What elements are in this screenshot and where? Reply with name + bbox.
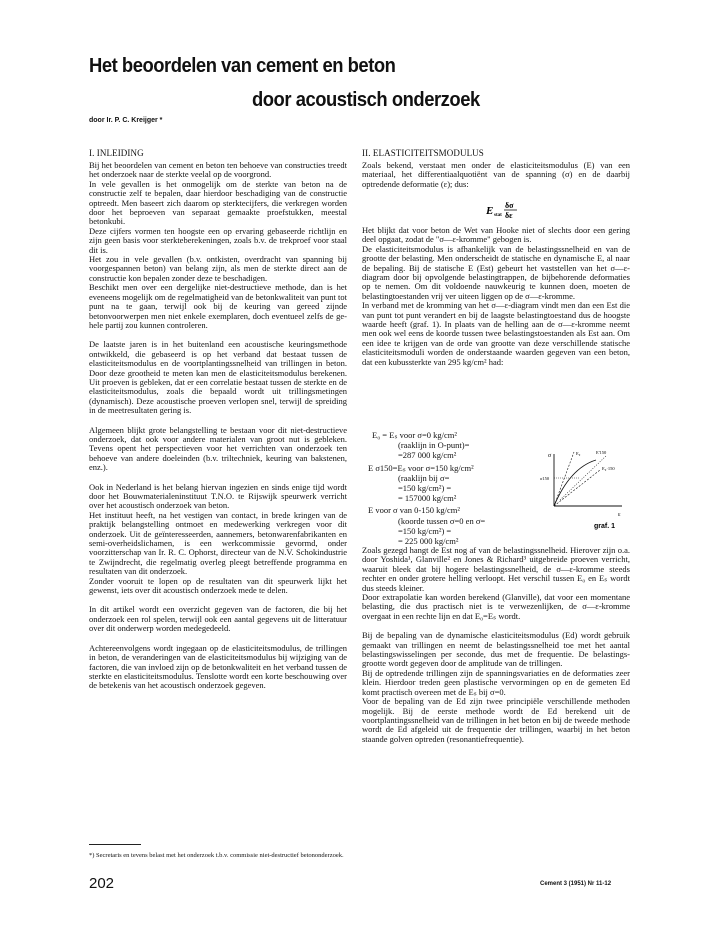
svg-text:δσ: δσ (505, 201, 514, 210)
paragraph: Deze cijfers vormen ten hoogste een op ervaring gebaseerde richtlijn en zijn geen basis voor sterkteberekeningen, zoals b.v. de trekproef voor staal dit is. (89, 225, 347, 255)
curve-label: E₀ (576, 451, 581, 456)
stress-strain-graph (540, 446, 635, 536)
paragraph: De laatste jaren is in het buitenland een acoustische keuringsmethode ontwikkeld, die gebaseerd is op het verband dat bestaat tussen de elasticiteitsmodulus en de voortplantingssnelheid van trillingen in beton. Door deze grootheid te meten kan men de elasticiteitsmodulus berekenen. Uit proeven is gebleken, dat er een correlatie bestaat tussen de sterkte en de elasticiteitsmodulus, zoals die bepaald wordt uit trillingsmetingen (dynamisch). Deze acoustische proeven verlopen snel, terwijl de spreiding in de meetresultaten gering is. (89, 339, 347, 416)
equation: = 225 000 kg/cm² (398, 536, 459, 547)
footnote: *) Secretaris en tevens belast met het onderzoek t.b.v. commissie niet-destructief betononderzoek. (89, 852, 344, 859)
section-heading-elasticiteitsmodulus: II. ELASTICITEITSMODULUS (362, 148, 484, 158)
right-body-1 (362, 226, 630, 367)
right-intro: Zoals bekend, verstaat men onder de elasticiteitsmodulus (E) van een materiaal, het differentiaalquotiënt van de spanning (σ) en de daarbij optredende deformatie (ε); dus: (362, 160, 630, 189)
paragraph: De elasticiteitsmodulus is afhankelijk van de belastingssnelheid en van de grootte der belasting. Men onderscheidt de statische en dynamische E, al naar de bepaling. Bij de statische E (Est) gebeurt het vaststellen van het σ—ε-diagram door bij opvolgende belastingtrappen, de bijbehorende deformaties op te nemen. Om dit voldoende nauwkeurig te kunnen doen, moeten de belastingtoestanden vrij ver uiteen liggen op de σ—ε-kromme. (362, 243, 630, 301)
paragraph: Zonder vooruit te lopen op de resultaten van dit speurwerk lijkt het gewenst, iets over dit acoustisch onderzoek mede te delen. (89, 575, 347, 596)
right-body-2 (362, 546, 630, 744)
paragraph: Het blijkt dat voor beton de Wet van Hooke niet of slechts door een gering deel opgaat, zodat de "σ—ε-kromme" gebogen is. (362, 225, 630, 245)
equation: = 157000 kg/cm² (398, 493, 457, 504)
footnote-rule (89, 844, 141, 845)
equation: =287 000 kg/cm² (398, 450, 457, 461)
paragraph: Het instituut heeft, na het vestigen van contact, in brede kringen van de praktijk belangstelling ontmoet en medewerking verkregen voor dit onderzoek. Uit de geïnteresseerden, aannemers, betonwarenfabrikanten en semi-overheidslichamen, is een werkcommissie gevormd, onder voorzitterschap van Ir. R. C. Ophorst, directeur van de N.V. Schokindustrie te Zwijndrecht, die regelmatig overleg pleegt betreffende programma en resultaten van dit onderzoek. (89, 509, 347, 577)
title-line-1: Het beoordelen van cement en beton (89, 55, 396, 77)
equation: (raaklijn bij σ= (398, 472, 450, 483)
title-line-2: door acoustisch onderzoek (252, 89, 480, 111)
equation: =150 kg/cm²) = (398, 483, 452, 494)
tangent-origin-line (554, 452, 574, 506)
svg-text:δε: δε (505, 211, 513, 220)
page-number: 202 (89, 875, 115, 892)
equation: (koorde tussen σ=0 en σ= (398, 515, 486, 526)
stress-strain-curve (554, 460, 596, 506)
section-heading-inleiding: I. INLEIDING (89, 148, 144, 158)
elasticity-formula (486, 199, 526, 221)
paragraph: Bij de optredende trillingen zijn de spanningsvariaties en de deformaties zeer klein. Hierdoor treden geen plastische vervormingen op en de gemeten Ed komt practisch overeen met de Eₛ bij σ=0. (362, 667, 630, 697)
equation: E₀ = Eₛ voor σ=0 kg/cm² (372, 430, 457, 440)
graph-caption: graf. 1 (594, 523, 616, 530)
paragraph: In vele gevallen is het onmogelijk om de sterkte van beton na de constructie zelf te bepalen, daar hierdoor beschadiging van de constructie optreedt. Men baseert zich daarom op sterktecijfers, die verkregen worden door het beproeven van separaat gemaakte proefstukken, meestal betonkubi. (89, 178, 347, 227)
paragraph: Het zou in vele gevallen (b.v. ontkisten, overdracht van spanning bij voorgespannen beton) van belang zijn, als men de sterkte direct aan de constructie kon bepalen zonder deze te beschadigen. (89, 254, 347, 283)
paragraph: Zoals gezegd hangt de Est nog af van de belastingssnelheid. Hierover zijn o.a. door Yoshida¹, Glanville² en Jones & Richard³ uitgebreide proeven verricht, waaruit bleek dat bij hogere belastingssnelheid, de σ—ε-kromme steeds rechter en onder grotere helling verloopt. Het verschil tussen E₀ en Eₛ wordt dus steeds kleiner. (362, 545, 630, 593)
curve-label: E'150 (596, 450, 607, 455)
journal-reference: Cement 3 (1951) Nr 11-12 (540, 881, 612, 887)
paragraph: Achtereenvolgens wordt ingegaan op de elasticiteitsmodulus, de trillingen in beton, de veranderingen van de elasticiteitsmodulus bij wijziging van de factoren, die van invloed zijn op de betonkwaliteit en het verband tussen de sterkte en elasticiteitsmodulus. Tenslotte wordt een korte beschouwing over de betekenis van het acoustisch onderzoek gegeven. (89, 642, 347, 691)
paragraph: Voor de bepaling van de Ed zijn twee principiële verschillende methoden mogelijk. Bij de eerste methode wordt de Ed berekend uit de voortplantingssnelheid van de trillingen in het beton en bij de tweede methode wordt de Ed afgeleid uit de frequentie der trillingen, waarbij in het beton staande golven optreden (resonantiefrequentie). (362, 696, 630, 744)
paragraph: Beschikt men over een dergelijke niet-destructieve methode, dan is het eveneens mogelijk om de regelmatigheid van de betonkwaliteit van punt tot punt na te gaan, terwijl ook bij de keuring van gereed zijnde betonvoorwerpen men niet enkele exemplaren, doch eventueel zelfs de gehele partij zou kunnen controleren. (89, 282, 347, 330)
paragraph: Door extrapolatie kan worden berekend (Glanville), dat voor een momentane belasting, die dus practisch niet is te verwezenlijken, de σ—ε-kromme overgaat in een rechte lijn en dat E₀=Eₛ wordt. (362, 592, 630, 621)
left-column (89, 161, 347, 691)
svg-text:E: E (486, 205, 494, 217)
curve-label: σ150 (540, 476, 550, 481)
paragraph: Bij de bepaling van de dynamische elasticiteitsmodulus (Ed) wordt gebruik gemaakt van trillingen en neemt de belastingssnelheid toe met het aantal belastingswisselingen per seconde, dus met de frequentie. De belastingsgrootte wordt gegeven door de amplitude van de trillingen. (362, 630, 630, 669)
equation: =150 kg/cm²) = (398, 525, 452, 536)
svg-text:stat: stat (494, 213, 502, 218)
paragraph: Bij het beoordelen van cement en beton ten behoeve van constructies treedt het onderzoek naar de sterkte veelal op de voorgrond. (89, 160, 347, 180)
paragraph: Algemeen blijkt grote belangstelling te bestaan voor dit niet-destructieve onderzoek, dat ook voor andere materialen van groot nut is gebleken. Tevens opent het perspectieven voor het verrichten van onderzoek ten behoeve van andere doeleinden (b.v. triltechniek, keuring van bakstenen, enz.). (89, 424, 347, 473)
equation: (raaklijn in O-punt)= (398, 440, 470, 451)
equation: E σ150=Eₛ voor σ=150 kg/cm² (368, 462, 474, 473)
curve-label: E₀·150 (602, 466, 615, 471)
y-axis-label: σ (548, 453, 552, 459)
paragraph: Ook in Nederland is het belang hiervan ingezien en sinds enige tijd wordt door het Bouwmaterialeninstituut T.N.O. te Rijswijk speurwerk verricht over het acoustisch onderzoek van beton. (89, 481, 347, 511)
byline: door Ir. P. C. Kreijger * (89, 117, 163, 124)
paragraph: In verband met de kromming van het σ—ε-diagram vindt men dan een Est die van punt tot punt verandert en bij de laagste belastingtoestand dus de hoogste waarde heeft (graf. 1). In plaats van de helling aan de σ—ε-kromme neemt men ook wel eens de koorde tussen twee belastingstoestanden als Est aan. Om een idee te krijgen van de orde van grootte van deze verschillende statische elasticiteitsmoduli worden de onderstaande waarden gegeven van een beton, dat een kubussterkte van 295 kg/cm² had: (362, 300, 630, 367)
paragraph: In dit artikel wordt een overzicht gegeven van de factoren, die bij het onderzoek een rol spelen, terwijl ook een aantal gegevens uit de litteratuur over dit onderwerp worden medegedeeld. (89, 604, 347, 634)
equation: E voor σ van 0-150 kg/cm² (368, 505, 460, 516)
x-axis-label: ε (618, 512, 621, 518)
equations-block (368, 430, 528, 546)
